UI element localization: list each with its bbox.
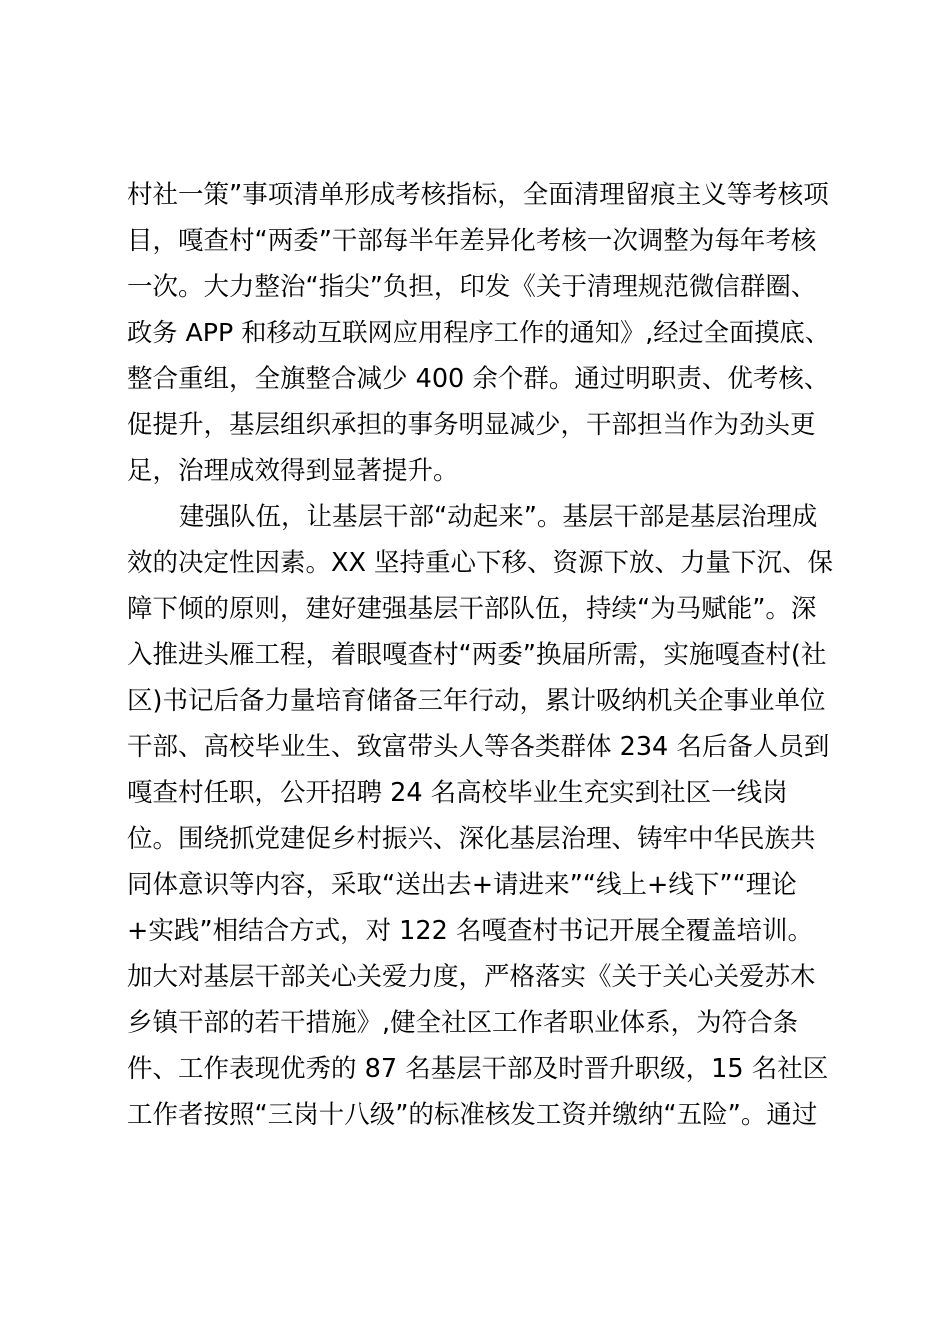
text-line: 入推进头雁工程，着眼嘎查村“两委”换届所需，实施嘎查村(社: [127, 640, 827, 670]
text-line: 一次。大力整治“指尖”负担，印发《关于清理规范微信群圈、: [127, 272, 817, 302]
text-line: 政务 APP 和移动互联网应用程序工作的通知》,经过全面摸底、: [127, 318, 831, 347]
text-line: 区)书记后备力量培育储备三年行动，累计吸纳机关企事业单位: [127, 686, 826, 716]
text-line: 干部、高校毕业生、致富带头人等各类群体 234 名后备人员到: [127, 732, 830, 762]
text-line: 工作者按照“三岗十八级”的标准核发工资并缴纳“五险”。通过: [127, 1100, 818, 1130]
text-line: 村社一策”事项清单形成考核指标，全面清理留痕主义等考核项: [127, 180, 829, 210]
text-line: 障下倾的原则，建好建强基层干部队伍，持续“为马赋能”。深: [127, 594, 817, 624]
text-line: 乡镇干部的若干措施》,健全社区工作者职业体系，为符合条: [127, 1008, 799, 1038]
text-line: +实践”相结合方式，对 122 名嘎查村书记开展全覆盖培训。: [127, 916, 813, 946]
text-line: 嘎查村任职，公开招聘 24 名高校毕业生充实到社区一线岗: [127, 778, 788, 808]
text-line: 促提升，基层组织承担的事务明显减少，干部担当作为劲头更: [127, 410, 816, 440]
text-line: 同体意识等内容，采取“送出去+请进来”“线上+线下”“理论: [127, 870, 797, 900]
text-line: 件、工作表现优秀的 87 名基层干部及时晋升职级，15 名社区: [127, 1054, 829, 1084]
text-line: 整合重组，全旗整合减少 400 余个群。通过明职责、优考核、: [127, 364, 830, 394]
text-line: 效的决定性因素。XX 坚持重心下移、资源下放、力量下沉、保: [127, 548, 834, 578]
body-text: [127, 172, 833, 1138]
paragraph-heading-line: 建强队伍，让基层干部“动起来”。基层干部是基层治理成: [179, 502, 818, 532]
text-line: 加大对基层干部关心关爱力度，严格落实《关于关心关爱苏木: [127, 962, 816, 992]
text-line: 目，嘎查村“两委”干部每半年差异化考核一次调整为每年考核: [127, 226, 817, 256]
text-line: 位。围绕抓党建促乡村振兴、深化基层治理、铸牢中华民族共: [127, 824, 816, 854]
text-line: 足，治理成效得到显著提升。: [127, 456, 459, 486]
